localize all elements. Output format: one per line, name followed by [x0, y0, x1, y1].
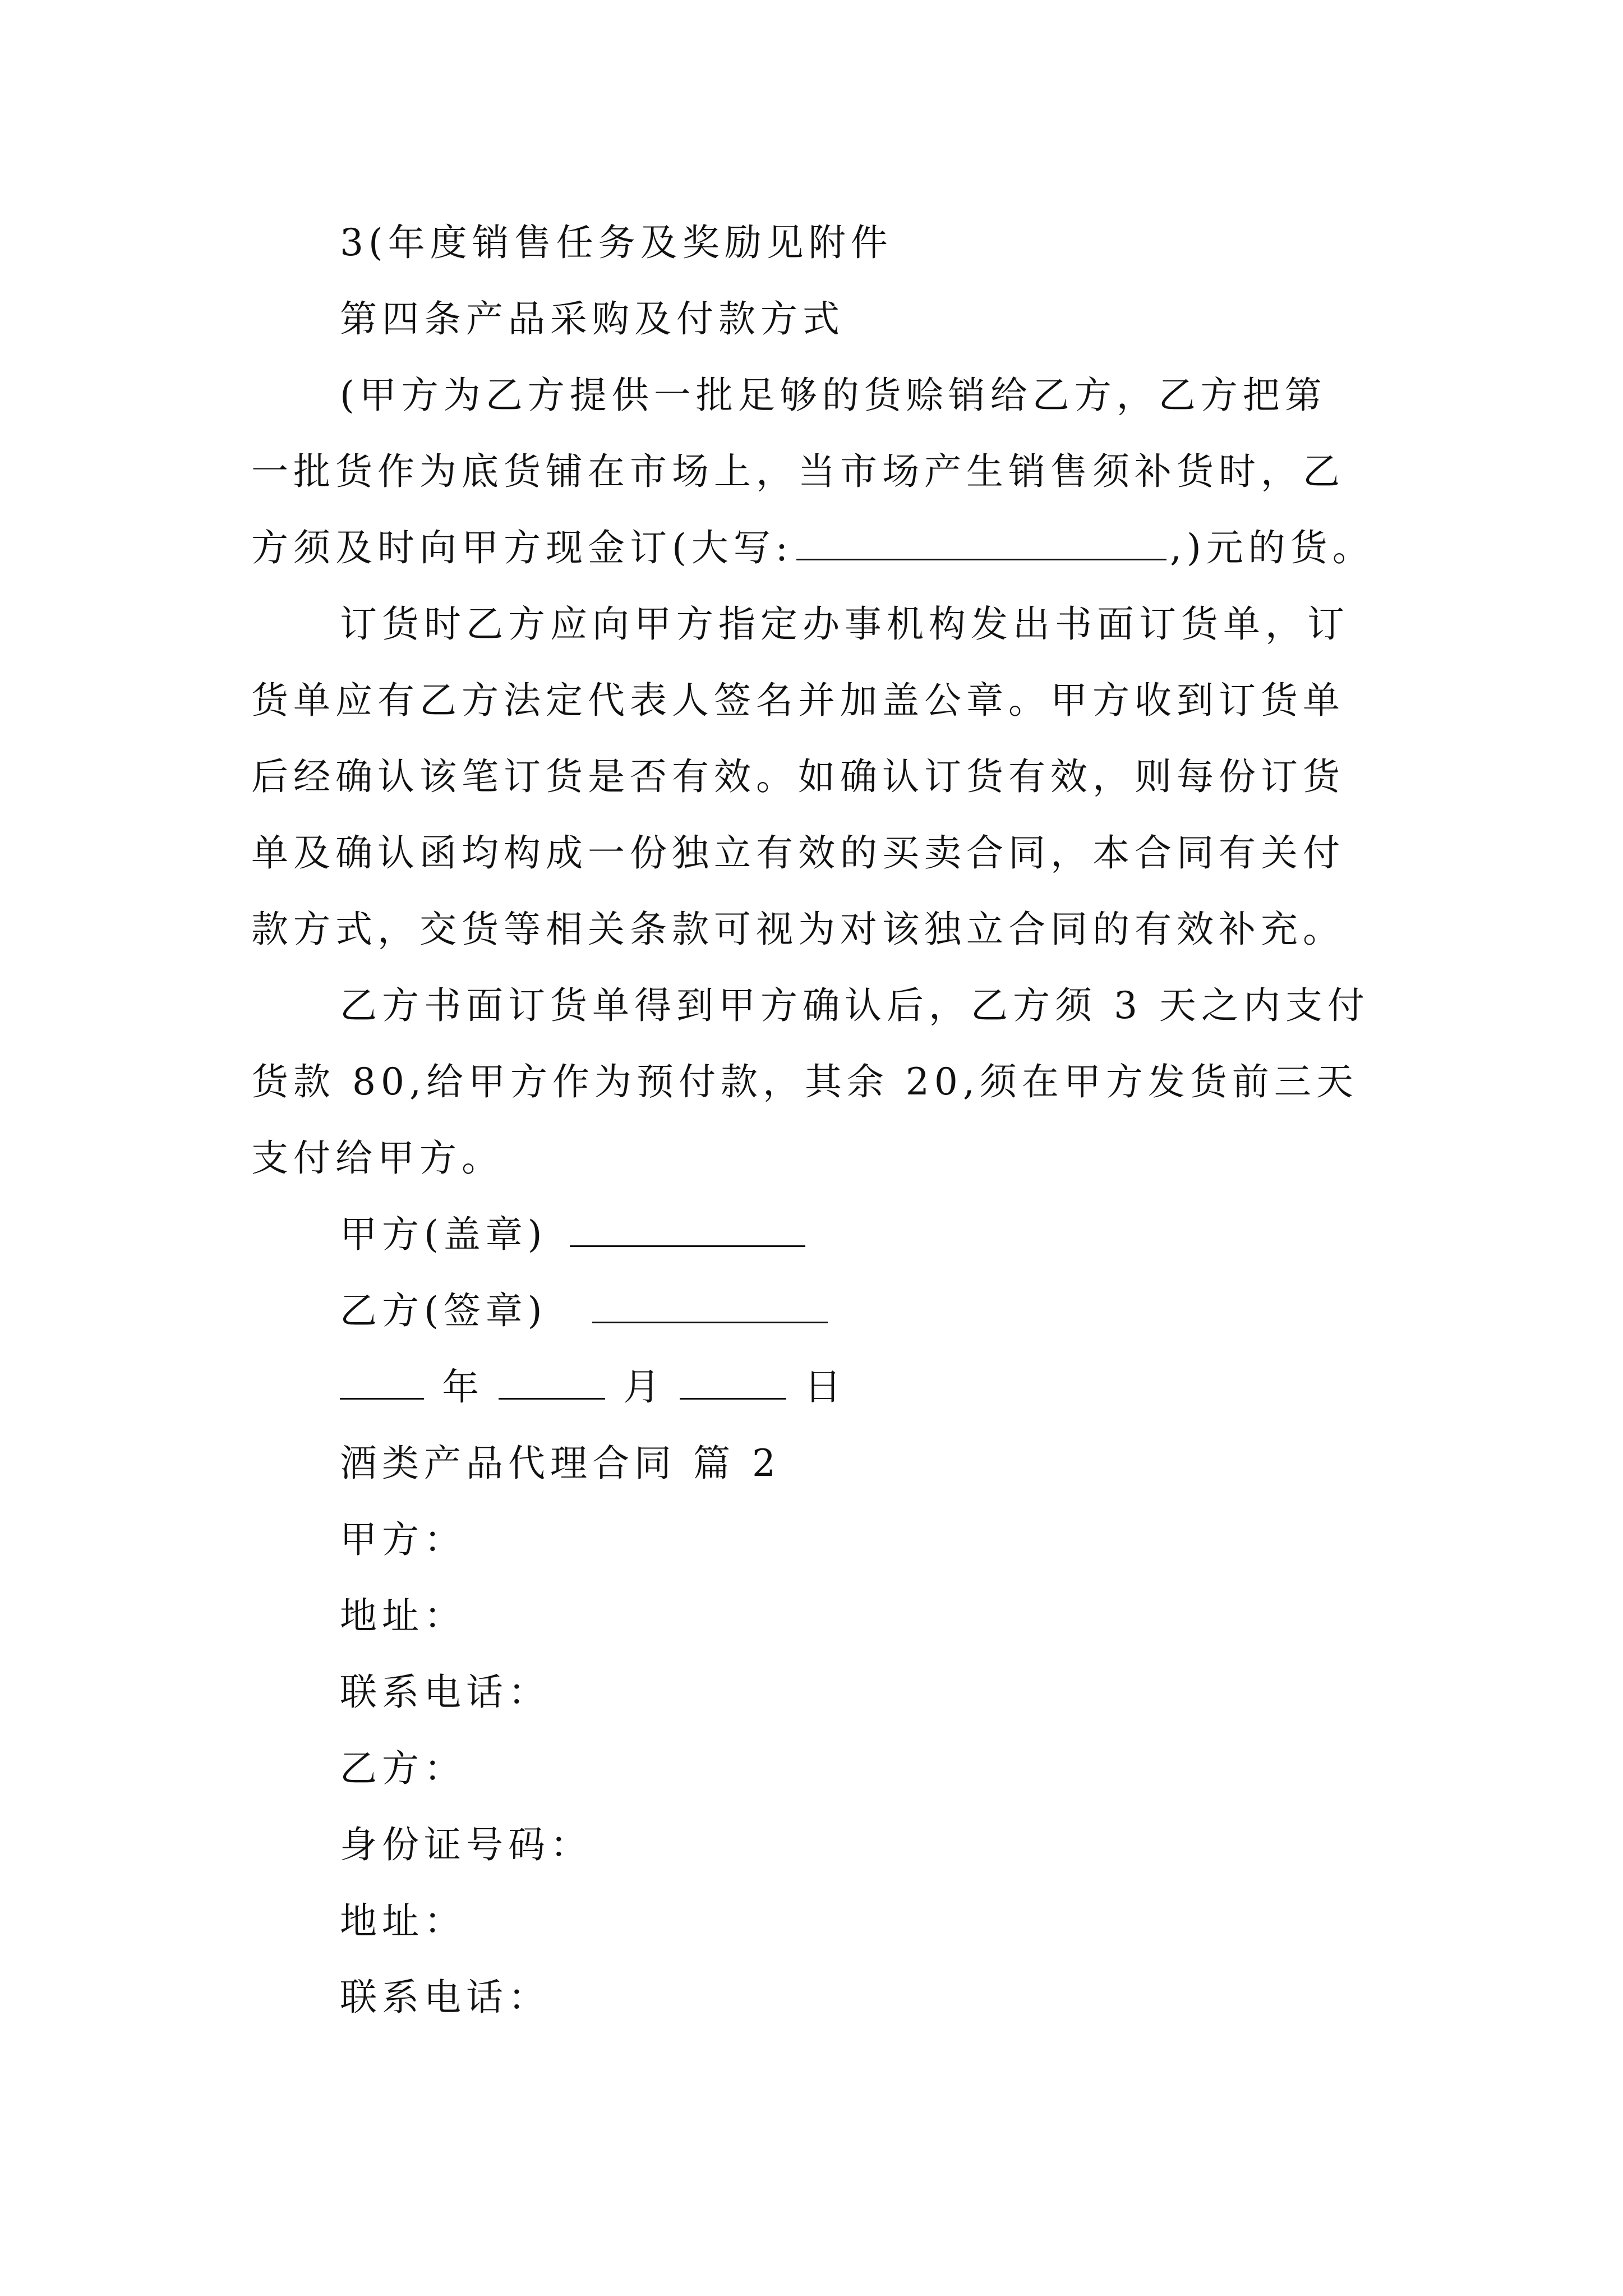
party-b-phone-label: 联系电话：: [340, 1976, 550, 2019]
paragraph-3-line-3: 支付给甲方。: [251, 1137, 504, 1180]
party-a-address-label: 地址：: [340, 1594, 466, 1637]
paragraph-2-line-4: 单及确认函均构成一份独立有效的买卖合同，本合同有关付: [251, 831, 1345, 875]
contract-body: [251, 205, 1395, 2036]
paragraph-1-line-1: (甲方为乙方提供一批足够的货赊销给乙方，乙方把第: [340, 374, 1327, 417]
paragraph-3-line-1: 乙方书面订货单得到甲方确认后，乙方须 3 天之内支付: [340, 984, 1370, 1027]
year-blank[interactable]: [340, 1363, 424, 1400]
paragraph-1-line-2: 一批货作为底货铺在市场上，当市场产生销售须补货时，乙: [251, 450, 1345, 493]
article-4-title: 第四条产品采购及付款方式: [340, 297, 845, 341]
party-b-id-label: 身份证号码：: [340, 1823, 592, 1866]
order-amount-blank[interactable]: [796, 524, 1166, 560]
month-label: 月: [623, 1365, 665, 1409]
paragraph-2-line-1: 订货时乙方应向甲方指定办事机构发出书面订货单，订: [340, 602, 1349, 646]
party-a-seal-label: 甲方(盖章): [340, 1213, 547, 1256]
contract-2-title: 酒类产品代理合同 篇 2: [340, 1442, 781, 1485]
paragraph-3-line-2: 货款 80,给甲方作为预付款，其余 20,须在甲方发货前三天: [251, 1060, 1358, 1103]
year-label: 年: [442, 1365, 484, 1409]
month-blank[interactable]: [499, 1363, 605, 1400]
party-a-label: 甲方：: [340, 1518, 466, 1561]
day-blank[interactable]: [680, 1363, 786, 1400]
party-a-signature-row: [251, 1197, 1395, 1273]
order-amount-suffix: ,)元的货。: [1170, 526, 1375, 569]
party-b-signature-row: [251, 1273, 1395, 1349]
party-b-sign-label: 乙方(签章): [340, 1289, 547, 1332]
paragraph-2-line-5: 款方式，交货等相关条款可视为对该独立合同的有效补充。: [251, 908, 1345, 951]
party-a-phone-label: 联系电话：: [340, 1671, 550, 1714]
order-amount-label: 方须及时向甲方现金订(大写:: [251, 526, 793, 569]
party-b-address-label: 地址：: [340, 1899, 466, 1943]
party-a-seal-blank[interactable]: [570, 1211, 805, 1247]
paragraph-2-line-2: 货单应有乙方法定代表人签名并加盖公章。甲方收到订货单: [251, 679, 1345, 722]
item-3-annual-sales: 3(年度销售任务及奖励见附件: [340, 221, 893, 264]
day-label: 日: [804, 1365, 846, 1409]
paragraph-1-line-3: [251, 510, 1395, 586]
party-b-label: 乙方：: [340, 1747, 466, 1790]
party-b-sign-blank[interactable]: [592, 1287, 828, 1323]
date-row: [251, 1349, 1395, 1425]
paragraph-2-line-3: 后经确认该笔订货是否有效。如确认订货有效，则每份订货: [251, 755, 1345, 798]
